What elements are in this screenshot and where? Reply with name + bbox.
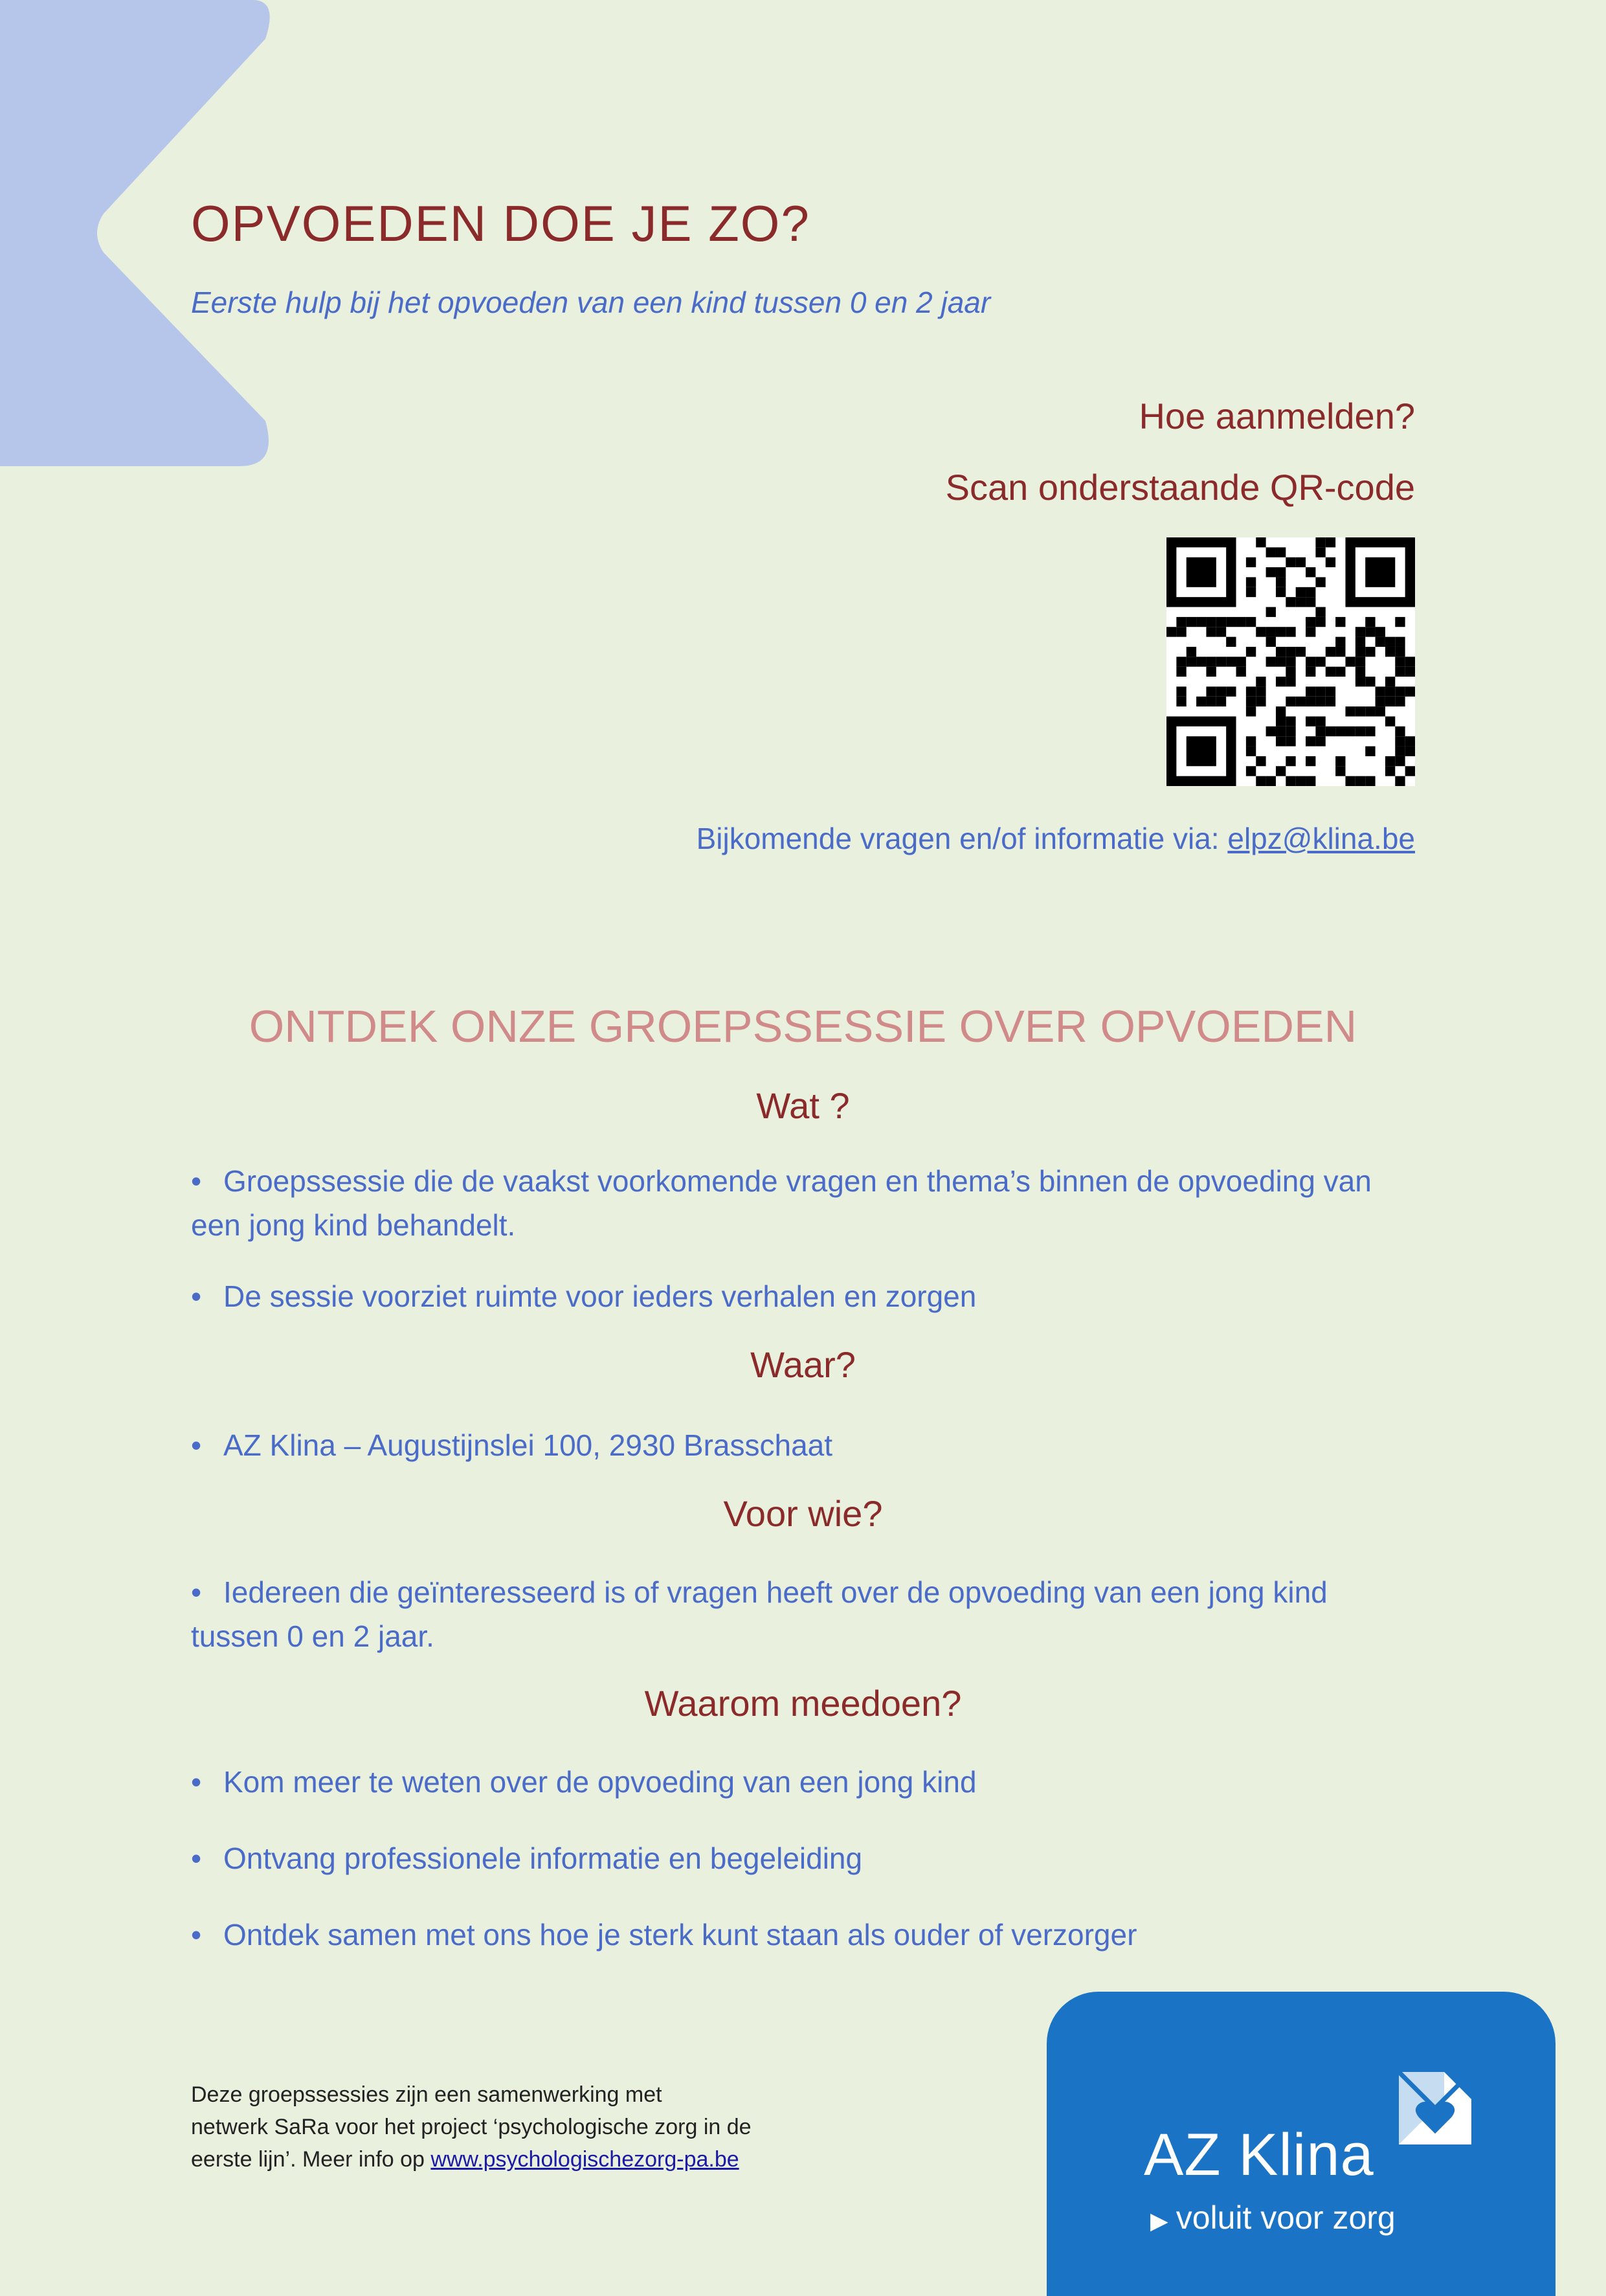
bullet-icon: • xyxy=(191,1841,202,1875)
bullet-icon: • xyxy=(191,1164,202,1198)
qr-code-icon[interactable] xyxy=(1166,537,1415,786)
main-heading: ONTDEK ONZE GROEPSSESSIE OVER OPVOEDEN xyxy=(249,1001,1357,1052)
bullet-icon: • xyxy=(191,1765,202,1799)
section-title-waar: Waar? xyxy=(750,1344,856,1385)
list-item: • AZ Klina – Augustijnslei 100, 2930 Brasschaat xyxy=(191,1423,1421,1467)
section-title-waarom: Waarom meedoen? xyxy=(644,1683,962,1724)
logo-name: AZ Klina xyxy=(1144,2122,1374,2188)
page-subtitle: Eerste hulp bij het opvoeden van een kind tussen 0 en 2 jaar xyxy=(191,286,991,319)
list-item: • Ontdek samen met ons hoe je sterk kunt staan als ouder of verzorger xyxy=(191,1913,1421,1957)
signup-heading: Hoe aanmelden? xyxy=(1139,396,1415,436)
list-item: • Iedereen die geïnteresseerd is of vragen heeft over de opvoeding van een jong kind tussen 0 en 2 jaar. xyxy=(191,1570,1421,1658)
section-title-wat: Wat ? xyxy=(756,1085,850,1126)
list-item: • Groepssessie die de vaakst voorkomende vragen en thema’s binnen de opvoeding van een jong kind behandelt. xyxy=(191,1159,1421,1247)
footer-note: Deze groepssessies zijn een samenwerking met netwerk SaRa voor het project ‘psychologische zorg in de eerste lijn’. Meer info op www.psychologischezorg-pa.be xyxy=(191,2082,752,2172)
section-title-voor-wie: Voor wie? xyxy=(723,1493,883,1534)
bullet-icon: • xyxy=(191,1918,202,1952)
email-link[interactable]: elpz@klina.be xyxy=(1227,822,1415,855)
signup-instruction: Scan onderstaande QR-code xyxy=(945,467,1415,508)
list-item: • Kom meer te weten over de opvoeding van een jong kind xyxy=(191,1760,1421,1804)
bullet-icon: • xyxy=(191,1575,202,1609)
bullet-icon: • xyxy=(191,1428,202,1462)
contact-info xyxy=(697,821,1415,856)
bullet-icon: • xyxy=(191,1279,202,1313)
az-klina-logo[interactable] xyxy=(1047,1992,1556,2296)
arrow-right-icon: ▶ xyxy=(1150,2207,1168,2234)
az-klina-logo-icon xyxy=(1390,2063,1480,2154)
contact-info-label: Bijkomende vragen en/of informatie via: xyxy=(696,822,1228,855)
footer-link[interactable]: www.psychologischezorg-pa.be xyxy=(430,2147,739,2172)
page-title: OPVOEDEN DOE JE ZO? xyxy=(191,195,810,252)
logo-tagline: ▶ voluit voor zorg xyxy=(1150,2200,1396,2236)
list-item: • De sessie voorziet ruimte voor ieders verhalen en zorgen xyxy=(191,1274,1421,1318)
list-item: • Ontvang professionele informatie en begeleiding xyxy=(191,1836,1421,1880)
